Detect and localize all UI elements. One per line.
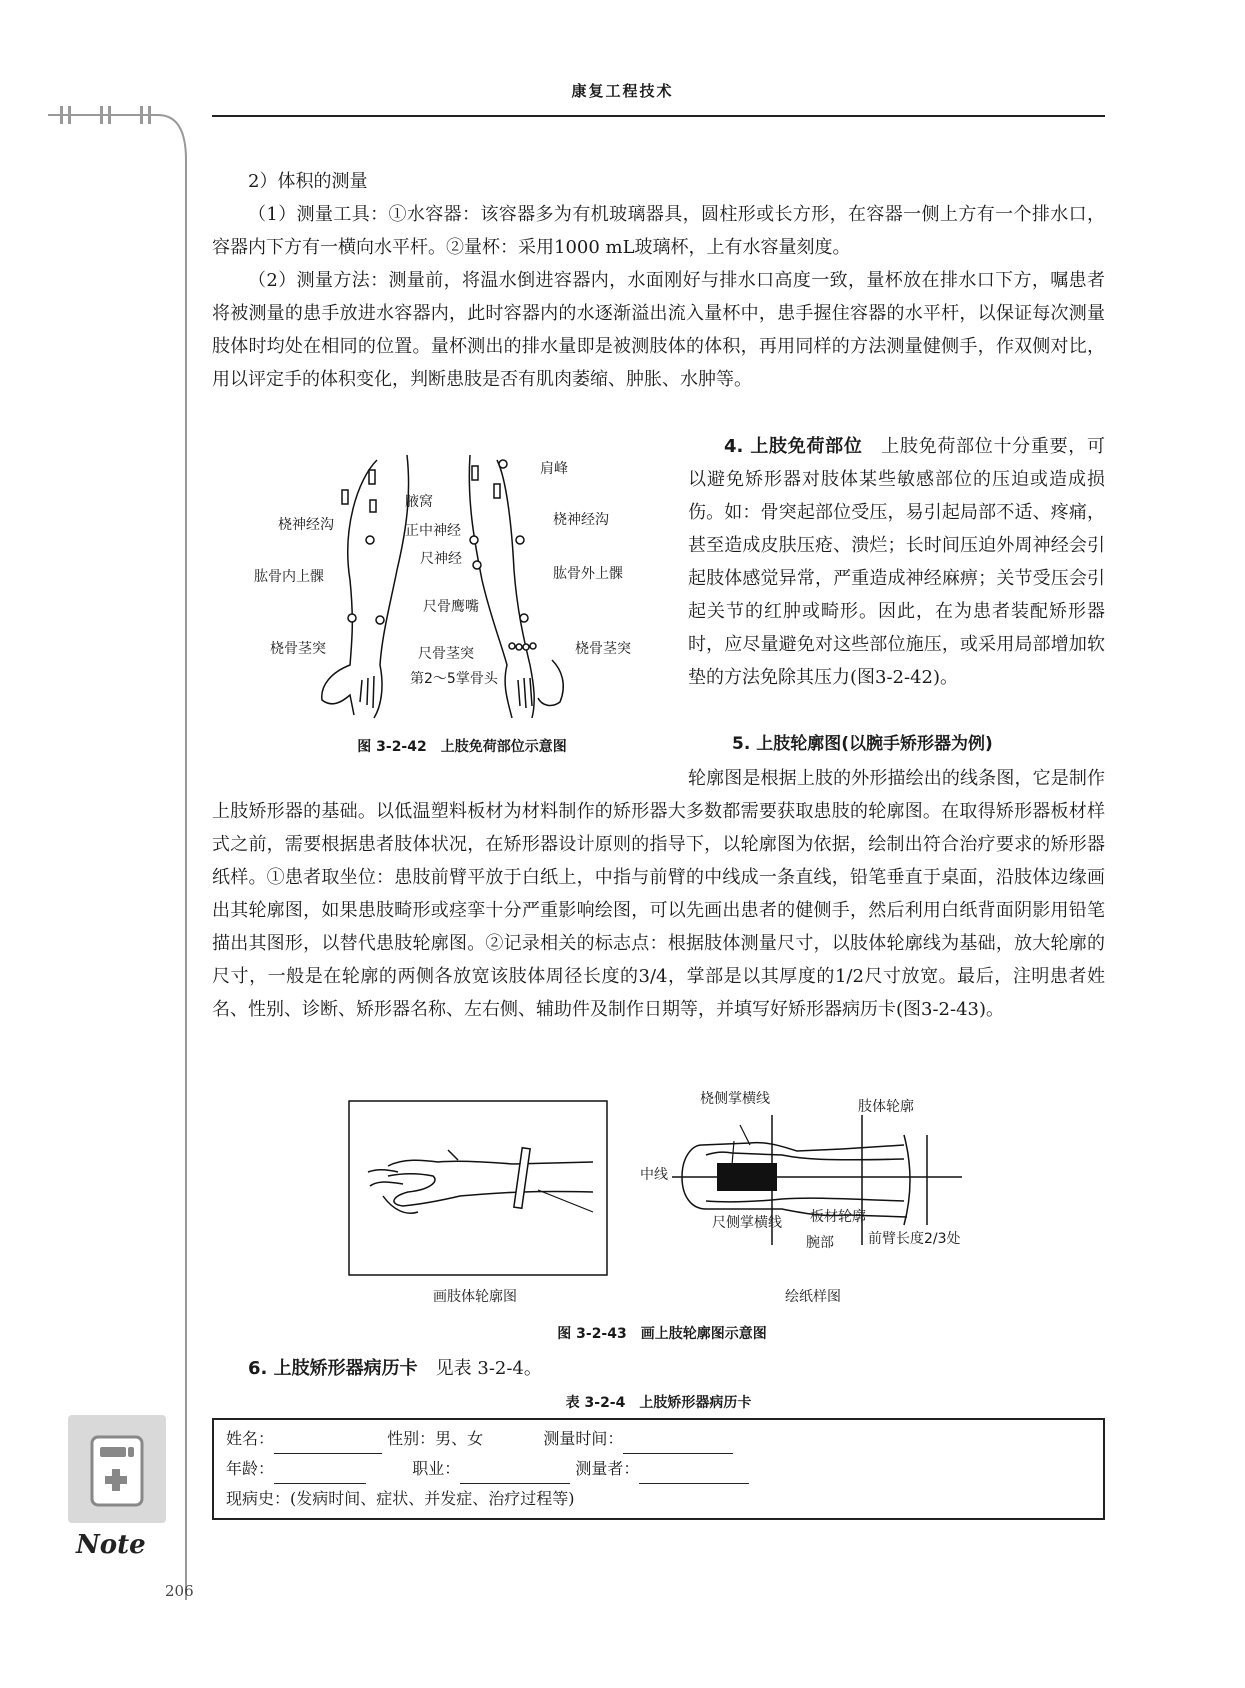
label-radial-styloid-left: 桡骨茎突 xyxy=(270,641,326,657)
label-midline: 中线 xyxy=(640,1167,668,1183)
running-header: 康复工程技术 xyxy=(571,82,674,100)
page-number: 206 xyxy=(165,1582,194,1600)
label-medial-epicondyle: 肱骨内上髁 xyxy=(254,569,324,585)
label-limb-outline: 肢体轮廓 xyxy=(858,1099,914,1115)
age-blank[interactable] xyxy=(274,1465,366,1484)
label-ulnar-nerve: 尺神经 xyxy=(420,551,462,567)
header-rule xyxy=(212,115,1105,117)
volume-paragraph-1: （1）测量工具：①水容器：该容器多为有机玻璃器具，圆柱形或长方形，在容器一侧上方有一个排水口，容器内下方有一横向水平杆。②量杯：采用1000 mL玻璃杯，上有水容量刻度。 xyxy=(212,204,1105,258)
section-4-text: 上肢免荷部位十分重要，可以避免矫形器对肢体某些敏感部位的压迫或造成损伤。如：骨突起部位受压，易引起局部不适、疼痛，甚至造成皮肤压疮、溃烂；长时间压迫外周神经会引起肢体感觉异常，严重造成神经麻痹；关节受压会引起关节的红肿或畸形。因此，在为患者装配矫形器时，应尽量避免对这些部位施压，或采用局部增加软垫的方法免除其压力(图3-2-42)。 xyxy=(688,436,1105,688)
age-label: 年龄： xyxy=(226,1459,275,1478)
label-radial-styloid-right: 桡骨茎突 xyxy=(575,641,631,657)
figure-42-caption: 图 3-2-42 上肢免荷部位示意图 xyxy=(357,739,567,755)
label-median-nerve: 正中神经 xyxy=(405,523,461,539)
history-label: 现病史：(发病时间、症状、并发症、治疗过程等) xyxy=(226,1489,575,1508)
gender-label: 性别：男、女 xyxy=(387,1429,484,1448)
section-5 xyxy=(212,762,1105,1026)
label-board-outline: 板材轮廓 xyxy=(810,1209,866,1225)
card-row-2 xyxy=(214,1454,1103,1484)
figure-43-caption: 图 3-2-43 画上肢轮廓图示意图 xyxy=(557,1326,767,1342)
card-row-1 xyxy=(214,1424,1103,1454)
side-decoration xyxy=(48,100,208,1600)
draw-limb-outline-figure xyxy=(348,1100,608,1276)
label-wrist: 腕部 xyxy=(806,1235,834,1251)
label-radial-groove-right: 桡神经沟 xyxy=(553,512,609,528)
time-blank[interactable] xyxy=(623,1435,733,1454)
label-ulnar-styloid: 尺骨茎突 xyxy=(418,646,474,662)
time-label: 测量时间： xyxy=(543,1429,624,1448)
section-4-heading: 4. 上肢免荷部位 xyxy=(724,436,863,457)
job-blank[interactable] xyxy=(460,1465,570,1484)
label-axilla: 腋窝 xyxy=(405,494,433,510)
section-6 xyxy=(212,1352,1105,1385)
medical-kit-icon xyxy=(90,1435,144,1507)
label-metacarpal-heads: 第2～5掌骨头 xyxy=(410,671,498,687)
label-radial-crease: 桡侧掌横线 xyxy=(700,1091,770,1107)
measurer-label: 测量者： xyxy=(575,1459,640,1478)
volume-heading: 2）体积的测量 xyxy=(248,171,368,192)
volume-section xyxy=(212,165,1105,396)
table-title: 表 3-2-4 上肢矫形器病历卡 xyxy=(565,1395,752,1411)
label-radial-groove-left: 桡神经沟 xyxy=(278,517,334,533)
section-6-ref: 见表 3-2-4。 xyxy=(435,1358,542,1379)
volume-paragraph-2: （2）测量方法：测量前，将温水倒进容器内，水面刚好与排水口高度一致，量杯放在排水口下方，嘱患者将被测量的患手放进水容器内，此时容器内的水逐渐溢出流入量杯中，患手握住容器的水平杆，以保证每次测量肢体时均处在相同的位置。量杯测出的排水量即是被测肢体的体积，再用同样的方法测量健侧手，作双侧对比，用以评定手的体积变化，判断患肢是否有肌肉萎缩、肿胀、水肿等。 xyxy=(212,270,1105,390)
measurer-blank[interactable] xyxy=(639,1465,749,1484)
section-4 xyxy=(688,430,1105,694)
name-blank[interactable] xyxy=(274,1435,382,1454)
section-5-text: 轮廓图是根据上肢的外形描绘出的线条图，它是制作上肢矫形器的基础。以低温塑料板材为材料制作的矫形器大多数都需要获取患肢的轮廓图。在取得矫形器板材样式之前，需要根据患者肢体状况，在矫形器设计原则的指导下，以轮廓图为依据，绘制出符合治疗要求的矫形器纸样。①患者取坐位：患肢前臂平放于白纸上，中指与前臂的中线成一条直线，铅笔垂直于桌面，沿肢体边缘画出其轮廓图，如果患肢畸形或痉挛十分严重影响绘图，可以先画出患者的健侧手，然后利用白纸背面阴影用铅笔描出其图形，以替代患肢轮廓图。②记录相关的标志点：根据肢体测量尺寸，以肢体轮廓线为基础，放大轮廓的尺寸，一般是在轮廓的两侧各放宽该肢体周径长度的3/4，掌部是以其厚度的1/2尺寸放宽。最后，注明患者姓名、性别、诊断、矫形器名称、左右侧、辅助件及制作日期等，并填写好矫形器病历卡(图3-2-43)。 xyxy=(212,768,1105,1020)
section-5-heading: 5. 上肢轮廓图(以腕手矫形器为例) xyxy=(732,734,993,754)
label-ulnar-crease: 尺侧掌横线 xyxy=(712,1215,782,1231)
note-label: Note xyxy=(76,1530,146,1560)
section-6-heading: 6. 上肢矫形器病历卡 xyxy=(248,1358,418,1379)
job-label: 职业： xyxy=(412,1459,461,1478)
label-forearm-two-thirds: 前臂长度2/3处 xyxy=(868,1231,961,1247)
right-subcaption: 绘纸样图 xyxy=(785,1289,841,1305)
name-label: 姓名： xyxy=(226,1429,275,1448)
card-row-3 xyxy=(214,1484,1103,1514)
label-shoulder: 肩峰 xyxy=(540,461,568,477)
label-lateral-epicondyle: 肱骨外上髁 xyxy=(553,566,623,582)
label-olecranon: 尺骨鹰嘴 xyxy=(423,599,479,615)
left-subcaption: 画肢体轮廓图 xyxy=(433,1289,517,1305)
record-card xyxy=(212,1418,1105,1520)
